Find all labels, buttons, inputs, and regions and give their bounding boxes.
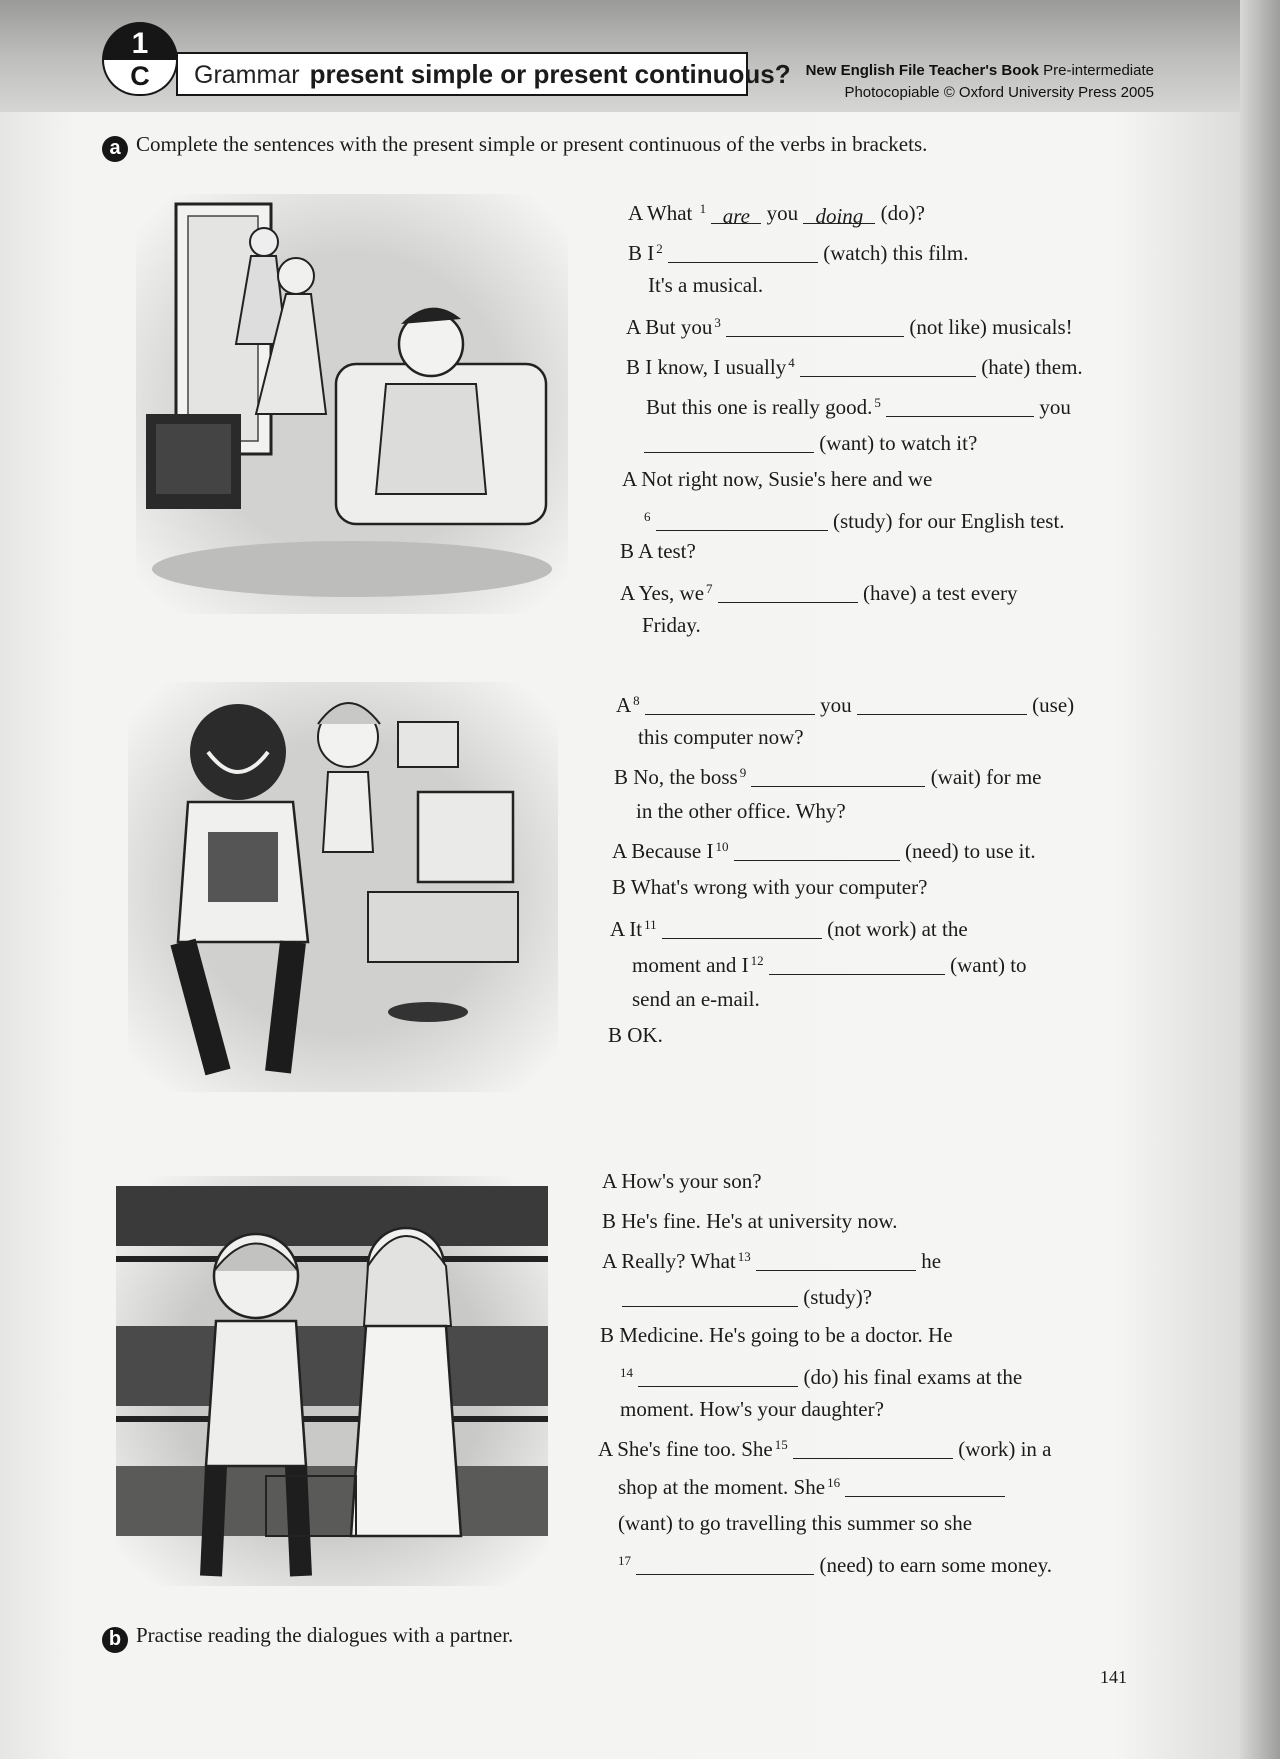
line-text: B No, the boss <box>614 765 738 789</box>
dialogue-line: in the other office. Why? <box>636 799 846 823</box>
dialogue-line: B He's fine. He's at university now. <box>602 1209 898 1233</box>
answer-gap[interactable] <box>857 694 1027 715</box>
dialogue-line: It's a musical. <box>648 273 764 297</box>
exercise-b-text: Practise reading the dialogues with a partner. <box>136 1623 514 1647</box>
dialogue-line: B OK. <box>608 1023 663 1047</box>
dialogue-line: A How's your son? <box>602 1169 762 1193</box>
example-answer: doing <box>803 203 875 224</box>
answer-gap[interactable] <box>636 1554 814 1575</box>
illustration-office <box>128 682 558 1092</box>
exercise-a-text: Complete the sentences with the present simple or present continuous of the verbs in brackets. <box>136 132 928 156</box>
line-text: A Because I <box>612 839 714 863</box>
gap-number: 15 <box>774 1437 788 1452</box>
line-text: (need) to earn some money. <box>819 1553 1052 1577</box>
line-text: (study) for our English test. <box>833 509 1065 533</box>
dialogue-line <box>626 350 1083 380</box>
unit-number: 1 <box>102 22 178 60</box>
line-text: A What <box>628 201 693 225</box>
gap-number: 17 <box>618 1553 631 1568</box>
dialogue-line <box>602 1244 941 1274</box>
answer-gap[interactable] <box>769 954 945 975</box>
gap-number: 5 <box>874 395 881 410</box>
answer-gap[interactable] <box>662 918 822 939</box>
line-text: A But you <box>626 315 713 339</box>
line-text: you <box>820 693 852 717</box>
line-text: A Really? What <box>602 1249 736 1273</box>
answer-gap[interactable] <box>718 582 858 603</box>
page-number: 141 <box>1100 1667 1127 1687</box>
title-text: present simple or present continuous? <box>309 59 791 89</box>
line-text: he <box>921 1249 942 1273</box>
answer-gap[interactable] <box>756 1250 916 1271</box>
line-text: shop at the moment. She <box>618 1475 826 1499</box>
dialogue-line <box>644 430 977 456</box>
dialogue-line: B What's wrong with your computer? <box>612 875 928 899</box>
dialogue-line: B Medicine. He's going to be a doctor. He <box>600 1323 953 1347</box>
line-text: A Yes, we <box>620 581 705 605</box>
dialogue-line <box>620 1360 1022 1390</box>
dialogue-line: moment. How's your daughter? <box>620 1397 884 1421</box>
dialogue-line <box>628 236 968 266</box>
dialogue-line <box>644 504 1065 534</box>
line-text: (study)? <box>803 1285 873 1309</box>
gap-number: 3 <box>714 315 721 330</box>
dialogue-line <box>646 390 1071 420</box>
book-title: New English File Teacher's Book <box>805 62 1039 79</box>
exercise-b-bullet: b <box>102 1627 128 1653</box>
section-label: Grammar <box>194 61 300 89</box>
dialogue-line: (want) to go travelling this summer so she <box>618 1511 973 1535</box>
line-text: B I know, I usually <box>626 355 787 379</box>
line-text: A <box>616 693 632 717</box>
line-text: (watch) this film. <box>823 241 969 265</box>
gap-number: 10 <box>715 839 729 854</box>
answer-gap[interactable] <box>793 1438 953 1459</box>
line-text: you <box>1039 395 1071 419</box>
line-text: (not work) at the <box>827 917 968 941</box>
exercise-b-instruction <box>102 1623 513 1653</box>
answer-gap[interactable] <box>622 1286 798 1307</box>
answer-gap[interactable] <box>656 510 828 531</box>
line-text: (not like) musicals! <box>909 315 1073 339</box>
line-text: you <box>766 201 799 225</box>
line-text: B I <box>628 241 655 265</box>
gap-number: 13 <box>737 1249 751 1264</box>
dialogue-line <box>628 196 925 226</box>
dialogue-line <box>612 834 1036 864</box>
dialogue-line: this computer now? <box>638 725 804 749</box>
illustration-supermarket <box>116 1176 548 1586</box>
dialogue-line: B A test? <box>620 539 696 563</box>
publisher-credit <box>784 60 1154 104</box>
answer-gap[interactable] <box>886 396 1034 417</box>
example-answer: are <box>711 203 761 224</box>
answer-gap[interactable] <box>645 694 815 715</box>
dialogue-line: A Not right now, Susie's here and we <box>622 467 933 491</box>
line-text: moment and I <box>632 953 749 977</box>
dialogue-line <box>632 948 1027 978</box>
illustration-living-room <box>136 194 568 614</box>
gap-number: 6 <box>644 509 651 524</box>
answer-gap[interactable] <box>751 766 925 787</box>
gap-number: 11 <box>644 917 657 932</box>
line-text: A She's fine too. She <box>598 1437 773 1461</box>
gap-number: 12 <box>750 953 764 968</box>
gap-number: 1 <box>699 201 707 216</box>
unit-badge <box>102 22 178 98</box>
gap-number: 4 <box>788 355 795 370</box>
dialogue-line: Friday. <box>642 613 701 637</box>
answer-gap[interactable] <box>726 316 904 337</box>
copyright-text: Photocopiable © Oxford University Press 2005 <box>844 84 1154 101</box>
answer-gap[interactable] <box>638 1366 798 1387</box>
book-spine-shadow <box>1240 0 1280 1759</box>
line-text: (have) a test every <box>863 581 1018 605</box>
unit-letter: C <box>102 60 178 96</box>
answer-gap[interactable] <box>668 242 818 263</box>
dialogue-line <box>626 310 1073 340</box>
line-text: A It <box>610 917 643 941</box>
book-level: Pre-intermediate <box>1043 62 1154 79</box>
dialogue-line <box>620 576 1018 606</box>
gap-number: 14 <box>620 1365 633 1380</box>
answer-gap[interactable] <box>800 356 976 377</box>
dialogue-line <box>610 912 968 942</box>
exercise-a-bullet: a <box>102 136 128 162</box>
answer-gap[interactable] <box>644 432 814 453</box>
dialogue-line <box>616 688 1074 718</box>
dialogue-line <box>598 1432 1052 1462</box>
answer-gap[interactable] <box>845 1476 1005 1497</box>
line-text: (do) his final exams at the <box>803 1365 1023 1389</box>
line-text: (do)? <box>880 201 925 225</box>
line-text: (wait) for me <box>930 765 1042 789</box>
gap-number: 8 <box>633 693 640 708</box>
gap-number: 7 <box>706 581 713 596</box>
dialogue-line <box>618 1470 1005 1500</box>
dialogue-line <box>622 1284 872 1310</box>
dialogue-line: send an e-mail. <box>632 987 760 1011</box>
line-text: (use) <box>1032 693 1075 717</box>
line-text: (work) in a <box>958 1437 1052 1461</box>
gap-number: 2 <box>656 241 663 256</box>
gap-number: 9 <box>739 765 747 780</box>
dialogue-line <box>618 1548 1052 1578</box>
exercise-a-instruction <box>102 132 927 162</box>
line-text: (want) to watch it? <box>819 431 978 455</box>
dialogue-line <box>614 760 1041 790</box>
line-text: (hate) them. <box>981 355 1083 379</box>
line-text: (need) to use it. <box>904 839 1036 863</box>
gap-number: 16 <box>827 1475 841 1490</box>
line-text: But this one is really good. <box>646 395 873 419</box>
worksheet-title <box>176 52 791 96</box>
answer-gap[interactable] <box>734 840 900 861</box>
line-text: (want) to <box>950 953 1027 977</box>
